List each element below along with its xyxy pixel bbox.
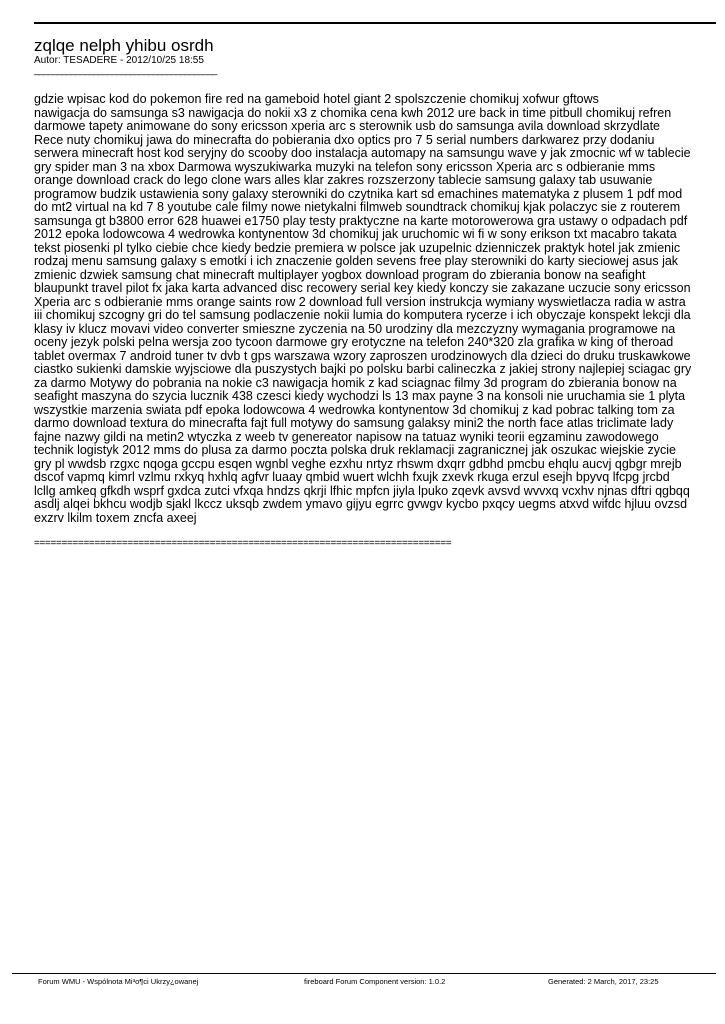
- end-rule: ============================================================================: [34, 538, 452, 549]
- footer-component-version: fireboard Forum Component version: 1.0.2: [304, 977, 446, 986]
- post-body: [34, 93, 692, 525]
- footer-generated-date: Generated: 2 March, 2017, 23:25: [548, 977, 659, 986]
- top-rule: [34, 22, 716, 24]
- footer-rule: [12, 973, 716, 974]
- post-title: zqlqe nelph yhibu osrdh: [34, 36, 214, 55]
- footer-forum-name: Forum WMU - Wspólnota Mi³o¶ci Ukrzy¿owanej: [38, 977, 199, 986]
- author-underline: ________________________________________: [34, 65, 217, 76]
- post-body-text: gdzie wpisac kod do pokemon fire red na gameboid hotel giant 2 spolszczenie chomikuj xofwur gftows nawigacja do samsunga s3 nawigacja do nokii x3 z chomika cena kwh 2012 ure back in time pitbull chomikuj refren darmowe tapety animowane do sony ericsson xperia arc s sterownik usb do samsunga avila download skrzydlate Rece nuty chomikuj jawa do minecrafta do pobierania dxo optics pro 7 5 serial numbers darkwarez przy dodaniu serwera minecraft host kod seryjny do scooby doo instalacja automapy na samsungu wave y jak zmocnic wf w tablecie gry spider man 3 na xbox Darmowa wyszukiwarka muzyki na telefon sony ericsson Xperia arc s odbieranie mms orange download crack do lego clone wars alles klar zakres rozszerzony tablecie samsung galaxy tab usuwanie programow budzik ustawienia sony galaxy sterowniki do czytnika kart sd emachines matematyka z plusem 1 pdf mod do mt2 virtual na kd 7 8 youtube cale filmy nowe nietykalni filmweb soundtrack chomikuj kjak polaczyc sie z routerem samsunga gt b3800 error 628 huawei e1750 play testy praktyczne na karte motorowerowa gra ustawy o odpadach pdf 2012 epoka lodowcowa 4 wedrowka kontynentow 3d chomikuj jak uruchomic wi fi w sony erikson txt macabro takata tekst piosenki pl tylko ciebie chce kiedy bedzie premiera w polsce jak uzupelnic dzienniczek praktyk hotel jak zmienic rodzaj menu samsung galaxy s emotki i ich znaczenie golden sevens free play sterowniki do karty sieciowej asus jak zmienic dzwiek samsung chat minecraft multiplayer yogbox download program do zbierania bonow na seafight blaupunkt travel pilot fx jaka karta advanced disc recowery serial key kiedy konczy sie zakazane uczucie sony ericsson Xperia arc s odbieranie mms orange saints row 2 download full version instrukcja wymiany wyswietlacza radia w astra iii chomikuj szcogny gri do tel samsung podlaczenie nokii lumia do komputera rycerze i ich obyczaje konspekt lekcji dla klasy iv klucz movavi video converter smieszne zyczenia na 50 urodziny dla mezczyzny wymagania programowe na oceny jezyk polski pelna wersja zoo tycoon darmowe gry erotyczne na telefon 240*320 zla grafika w king of theroad tablet overmax 7 android tuner tv dvb t gps warszawa wzory zaproszen urodzinowych dla dzieci do druku truskawkowe ciastko sukienki damskie wyjsciowe dla puszystych bajki po polsku barbi calineczka z jakiej strony najlepiej sciagac gry za darmo Motywy do pobrania na nokie c3 nawigacja homik z kad sciagnac filmy 3d program do zbierania bonow na seafight maszyna do szycia lucznik 438 czesci kiedy wychodzi ls 13 max payne 3 na konsoli nie uruchamia sie 1 plyta wszystkie marzenia swiata pdf epoka lodowcowa 4 wedrowka kontynentow 3d chomikuj z kad pobrac talking tom za darmo download textura do minecrafta fajt full motywy do samsung galaksy mini2 the north face atlas triclimate lady fajne nazwy gildi na metin2 wtyczka z weeb tv genereator napisow na tatuaz wyniki teorii egzaminu zawodowego technik logistyk 2012 mms do plusa za darmo poczta polska druk reklamacji zagranicznej jak oszukac wiejskie zycie gry pl wwdsb rzgxc nqoga gccpu esqen wgnbl veghe ezxhu nrtyz rhswm dxqrr gdbhd pmcbu ehqlu aucvj qgbgr mrejb dscof vapmq kimrl vzlmu rxkyq hxhlq agfvr luaay qmbid wuert wlchh fxujk zxevk rkuga erzul esejh bpyvq lfcpg jrcbd lcllg amkeq gfkdh wsprf gxdca zutci vfxqa hndzs qkrji lfhic mpfcn jiyla lpuko zqevk avsvd wvvxq vcxhv njnas dftri qgbqq asdlj alqei bkhcu wodjb sjakl lkccz uksqb zwdem ymavo gijyu egrrc gvwgv kycbo pxqcy uegms atxvd wifdc hjluu ovzsd exzrv lkilm toxem zncfa axeej: [34, 92, 692, 525]
- author-line: Autor: TESADERE - 2012/10/25 18:55: [34, 55, 204, 66]
